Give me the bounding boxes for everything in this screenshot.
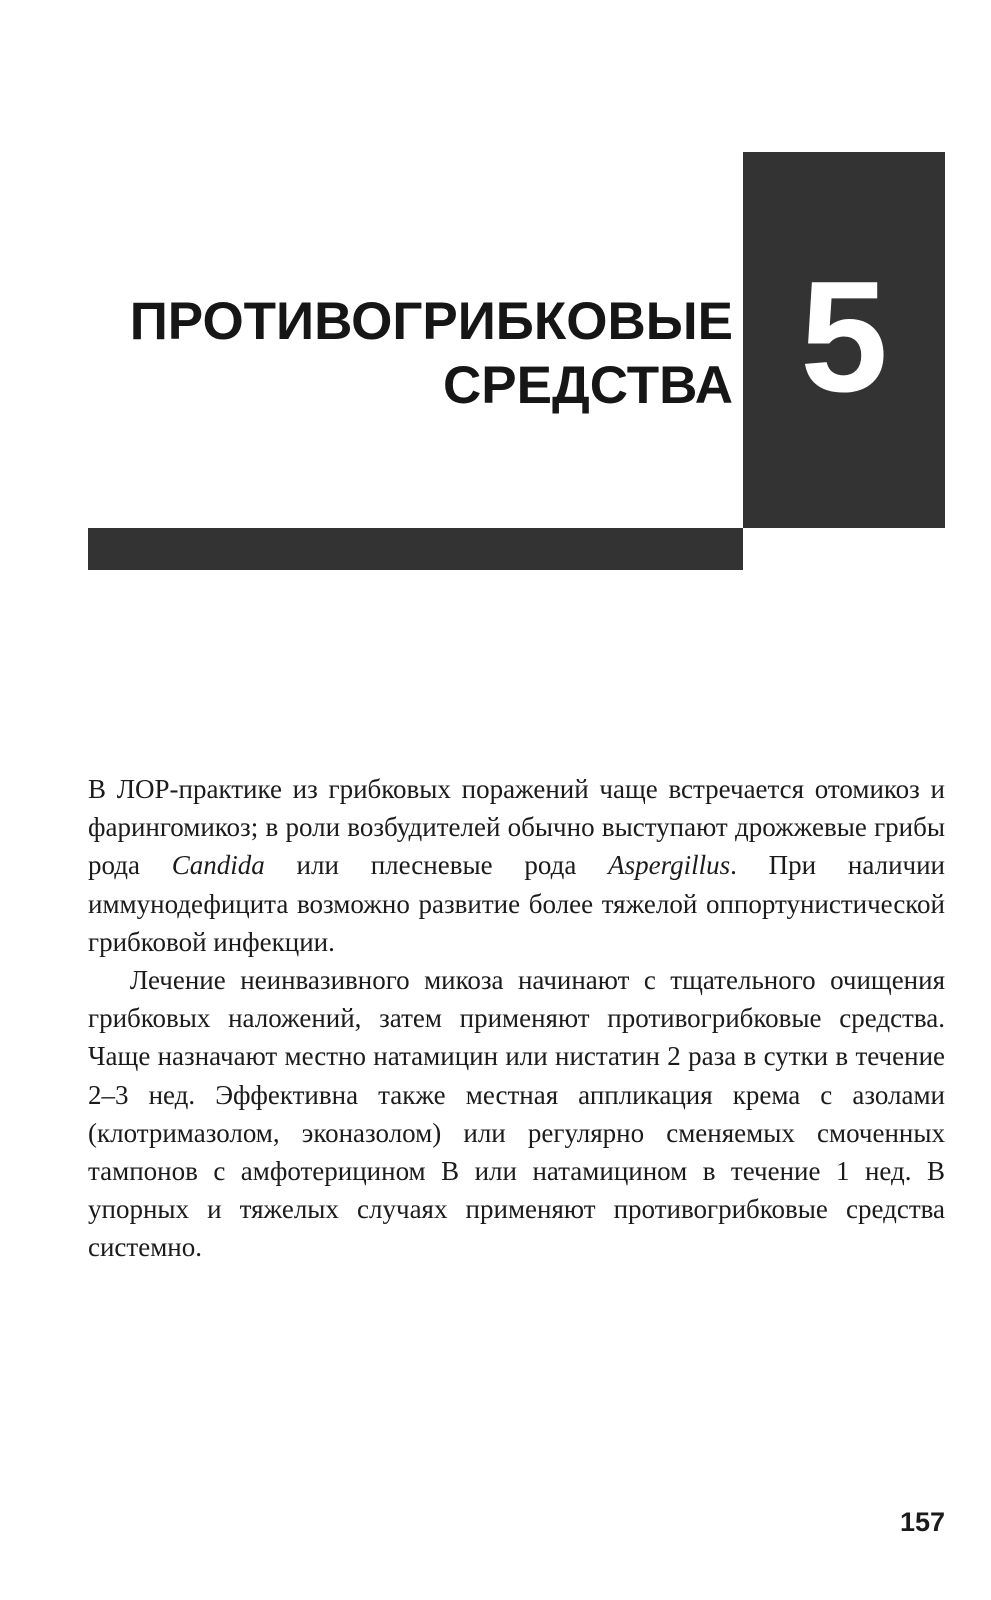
chapter-body — [88, 770, 945, 1267]
chapter-title-line-1: ПРОТИВОГРИБКОВЫЕ — [129, 292, 733, 351]
paragraph-intro — [88, 770, 945, 961]
genus-candida: Candida — [171, 850, 265, 881]
paragraph-treatment: Лечение неинвазивного микоза начинают с тщательного очищения грибковых наложений, затем применяют противогрибковые средства. Чаще назначают местно натамицин или нистатин 2 раза в сутки в течение 2–3 нед. Эффективна также местная аппликация крема с азолами (клотримазолом, эконазолом) или регулярно сменяемых смоченных тампонов с амфотерицином B или натамицином в течение 1 нед. В упорных и тяжелых случаях применяют противогрибковые средства системно. — [88, 965, 945, 1263]
chapter-title-line-2: СРЕДСТВА — [443, 356, 733, 415]
chapter-number: 5 — [800, 249, 888, 425]
paragraph-intro-part-2: или плесневые рода — [264, 850, 609, 881]
page-number: 157 — [899, 1507, 945, 1537]
genus-aspergillus: Aspergillus — [608, 850, 731, 881]
chapter-title-underline-bar — [88, 528, 743, 570]
chapter-title — [80, 290, 733, 418]
paragraph-intro-part-3: . При наличии иммунодефицита возможно развитие более тяжелой оппортунистической грибковой инфекции. — [88, 850, 945, 957]
paragraph-intro-part-1: В ЛОР-практике из грибковых поражений чаще встречается отомикоз и фарингомикоз; в роли возбудителей обычно выступают дрожжевые грибы рода — [88, 774, 945, 881]
